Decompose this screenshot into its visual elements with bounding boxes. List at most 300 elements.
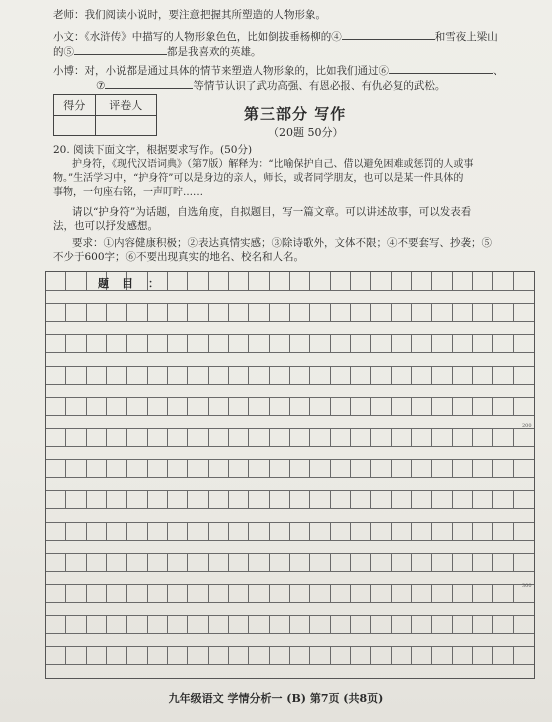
grid-cell[interactable] bbox=[188, 459, 208, 477]
grid-cell[interactable] bbox=[351, 366, 371, 384]
grid-cell[interactable] bbox=[127, 334, 147, 352]
grid-cell[interactable] bbox=[168, 553, 188, 571]
grid-cell[interactable] bbox=[249, 366, 269, 384]
grid-cell[interactable] bbox=[188, 553, 208, 571]
grid-cell[interactable] bbox=[453, 646, 473, 664]
grid-cell[interactable] bbox=[453, 334, 473, 352]
grid-cell[interactable] bbox=[493, 553, 513, 571]
grid-cell[interactable] bbox=[290, 459, 310, 477]
grid-cell[interactable] bbox=[412, 334, 432, 352]
grid-cell[interactable] bbox=[66, 459, 86, 477]
grid-cell[interactable] bbox=[290, 553, 310, 571]
grid-cell[interactable] bbox=[392, 428, 412, 446]
grid-cell[interactable] bbox=[229, 490, 249, 508]
grid-cell[interactable] bbox=[127, 646, 147, 664]
grid-cell[interactable] bbox=[270, 490, 290, 508]
grid-cell[interactable] bbox=[148, 490, 168, 508]
grid-cell[interactable] bbox=[87, 366, 107, 384]
grid-cell[interactable] bbox=[453, 397, 473, 415]
grid-cell[interactable] bbox=[310, 646, 330, 664]
grid-cell[interactable] bbox=[270, 646, 290, 664]
grid-cell[interactable] bbox=[168, 428, 188, 446]
grid-cell[interactable] bbox=[493, 584, 513, 602]
grid-cell[interactable] bbox=[331, 490, 351, 508]
grid-cell[interactable] bbox=[87, 584, 107, 602]
grid-cell[interactable] bbox=[107, 397, 127, 415]
grid-cell[interactable] bbox=[331, 522, 351, 540]
grid-cell[interactable] bbox=[107, 584, 127, 602]
grid-cell[interactable] bbox=[188, 272, 208, 290]
grid-cell[interactable] bbox=[229, 615, 249, 633]
grid-cell[interactable] bbox=[453, 272, 473, 290]
grid-cell[interactable] bbox=[46, 553, 66, 571]
grid-cell[interactable] bbox=[331, 428, 351, 446]
grid-cell[interactable] bbox=[371, 490, 391, 508]
grid-cell[interactable] bbox=[66, 428, 86, 446]
grid-cell[interactable] bbox=[514, 615, 534, 633]
grid-cell[interactable] bbox=[46, 397, 66, 415]
grid-cell[interactable] bbox=[229, 303, 249, 321]
grid-cell[interactable] bbox=[331, 303, 351, 321]
grid-cell[interactable] bbox=[229, 272, 249, 290]
blank-6[interactable] bbox=[389, 63, 493, 74]
grid-cell[interactable] bbox=[392, 522, 412, 540]
grid-cell[interactable] bbox=[453, 522, 473, 540]
grid-cell[interactable] bbox=[148, 646, 168, 664]
grid-cell[interactable] bbox=[148, 584, 168, 602]
grid-cell[interactable] bbox=[249, 522, 269, 540]
grid-cell[interactable] bbox=[270, 459, 290, 477]
grid-cell[interactable] bbox=[249, 334, 269, 352]
grid-cell[interactable] bbox=[87, 428, 107, 446]
grid-cell[interactable] bbox=[371, 366, 391, 384]
grid-cell[interactable] bbox=[168, 490, 188, 508]
grid-cell[interactable] bbox=[493, 428, 513, 446]
grid-cell[interactable] bbox=[107, 490, 127, 508]
grid-cell[interactable] bbox=[473, 303, 493, 321]
grid-cell[interactable] bbox=[229, 584, 249, 602]
grid-cell[interactable] bbox=[493, 303, 513, 321]
grid-cell[interactable] bbox=[514, 428, 534, 446]
grid-cell[interactable] bbox=[209, 459, 229, 477]
grid-cell[interactable] bbox=[392, 553, 412, 571]
grid-cell[interactable] bbox=[310, 553, 330, 571]
grid-cell[interactable] bbox=[412, 397, 432, 415]
grid-cell[interactable] bbox=[432, 490, 452, 508]
grid-cell[interactable] bbox=[473, 272, 493, 290]
grid-cell[interactable] bbox=[473, 397, 493, 415]
grid-cell[interactable] bbox=[453, 615, 473, 633]
grid-cell[interactable] bbox=[168, 272, 188, 290]
grid-cell[interactable] bbox=[351, 428, 371, 446]
grid-cell[interactable] bbox=[209, 303, 229, 321]
grid-cell[interactable] bbox=[331, 272, 351, 290]
grid-cell[interactable] bbox=[209, 428, 229, 446]
grid-cell[interactable] bbox=[432, 366, 452, 384]
grid-cell[interactable] bbox=[371, 397, 391, 415]
grid-cell[interactable] bbox=[46, 428, 66, 446]
grid-cell[interactable] bbox=[493, 615, 513, 633]
grid-cell[interactable] bbox=[66, 615, 86, 633]
grid-cell[interactable] bbox=[249, 428, 269, 446]
grid-cell[interactable] bbox=[351, 303, 371, 321]
grid-cell[interactable] bbox=[351, 459, 371, 477]
grid-cell[interactable] bbox=[127, 428, 147, 446]
grid-cell[interactable] bbox=[249, 553, 269, 571]
grid-cell[interactable] bbox=[351, 584, 371, 602]
grader-cell[interactable] bbox=[95, 115, 156, 136]
grid-cell[interactable] bbox=[249, 646, 269, 664]
grid-cell[interactable] bbox=[493, 490, 513, 508]
grid-cell[interactable] bbox=[148, 428, 168, 446]
grid-cell[interactable] bbox=[168, 397, 188, 415]
grid-cell[interactable] bbox=[270, 584, 290, 602]
blank-4[interactable] bbox=[342, 29, 435, 40]
grid-cell[interactable] bbox=[127, 522, 147, 540]
grid-cell[interactable] bbox=[249, 459, 269, 477]
grid-cell[interactable] bbox=[351, 522, 371, 540]
grid-cell[interactable] bbox=[127, 366, 147, 384]
grid-cell[interactable] bbox=[188, 615, 208, 633]
grid-cell[interactable] bbox=[209, 646, 229, 664]
grid-cell[interactable] bbox=[148, 303, 168, 321]
grid-cell[interactable] bbox=[392, 272, 412, 290]
grid-cell[interactable] bbox=[127, 553, 147, 571]
grid-cell[interactable] bbox=[371, 303, 391, 321]
grid-cell[interactable] bbox=[148, 522, 168, 540]
grid-cell[interactable] bbox=[331, 459, 351, 477]
grid-cell[interactable] bbox=[46, 615, 66, 633]
grid-cell[interactable] bbox=[148, 334, 168, 352]
grid-cell[interactable] bbox=[87, 646, 107, 664]
grid-cell[interactable] bbox=[371, 459, 391, 477]
grid-cell[interactable] bbox=[46, 272, 66, 290]
grid-cell[interactable] bbox=[290, 522, 310, 540]
grid-cell[interactable] bbox=[371, 584, 391, 602]
grid-cell[interactable] bbox=[249, 615, 269, 633]
grid-cell[interactable] bbox=[432, 397, 452, 415]
grid-cell[interactable] bbox=[392, 366, 412, 384]
grid-cell[interactable] bbox=[87, 459, 107, 477]
grid-cell[interactable] bbox=[412, 490, 432, 508]
grid-cell[interactable] bbox=[331, 397, 351, 415]
grid-cell[interactable] bbox=[66, 334, 86, 352]
grid-cell[interactable] bbox=[148, 397, 168, 415]
grid-cell[interactable] bbox=[46, 490, 66, 508]
grid-cell[interactable] bbox=[209, 584, 229, 602]
grid-cell[interactable] bbox=[188, 522, 208, 540]
grid-cell[interactable] bbox=[249, 397, 269, 415]
grid-cell[interactable] bbox=[87, 553, 107, 571]
grid-cell[interactable] bbox=[290, 490, 310, 508]
blank-7[interactable] bbox=[105, 78, 193, 89]
grid-cell[interactable] bbox=[453, 459, 473, 477]
grid-cell[interactable] bbox=[493, 397, 513, 415]
grid-cell[interactable] bbox=[351, 615, 371, 633]
grid-cell[interactable] bbox=[473, 553, 493, 571]
grid-cell[interactable] bbox=[453, 428, 473, 446]
grid-cell[interactable] bbox=[331, 584, 351, 602]
grid-cell[interactable] bbox=[229, 334, 249, 352]
grid-cell[interactable] bbox=[127, 303, 147, 321]
grid-cell[interactable] bbox=[188, 428, 208, 446]
grid-cell[interactable] bbox=[473, 459, 493, 477]
grid-cell[interactable] bbox=[310, 366, 330, 384]
grid-cell[interactable] bbox=[46, 366, 66, 384]
grid-cell[interactable] bbox=[351, 397, 371, 415]
grid-cell[interactable] bbox=[473, 366, 493, 384]
grid-cell[interactable] bbox=[310, 397, 330, 415]
grid-cell[interactable] bbox=[46, 334, 66, 352]
grid-cell[interactable] bbox=[168, 334, 188, 352]
grid-cell[interactable] bbox=[392, 646, 412, 664]
grid-cell[interactable] bbox=[46, 584, 66, 602]
grid-cell[interactable] bbox=[514, 459, 534, 477]
grid-cell[interactable] bbox=[310, 522, 330, 540]
grid-cell[interactable] bbox=[87, 397, 107, 415]
grid-cell[interactable] bbox=[229, 397, 249, 415]
grid-cell[interactable] bbox=[66, 490, 86, 508]
grid-cell[interactable] bbox=[188, 397, 208, 415]
grid-cell[interactable] bbox=[392, 459, 412, 477]
grid-cell[interactable] bbox=[107, 459, 127, 477]
grid-cell[interactable] bbox=[270, 522, 290, 540]
grid-cell[interactable] bbox=[392, 334, 412, 352]
grid-cell[interactable] bbox=[473, 615, 493, 633]
grid-cell[interactable] bbox=[168, 615, 188, 633]
grid-cell[interactable] bbox=[188, 303, 208, 321]
grid-cell[interactable] bbox=[168, 366, 188, 384]
grid-cell[interactable] bbox=[514, 553, 534, 571]
grid-cell[interactable] bbox=[493, 646, 513, 664]
grid-cell[interactable] bbox=[432, 303, 452, 321]
grid-cell[interactable] bbox=[290, 366, 310, 384]
grid-cell[interactable] bbox=[493, 366, 513, 384]
grid-cell[interactable] bbox=[290, 334, 310, 352]
grid-cell[interactable] bbox=[66, 366, 86, 384]
grid-cell[interactable] bbox=[351, 646, 371, 664]
grid-cell[interactable] bbox=[209, 615, 229, 633]
grid-cell[interactable] bbox=[514, 397, 534, 415]
grid-cell[interactable] bbox=[107, 334, 127, 352]
grid-cell[interactable] bbox=[66, 553, 86, 571]
grid-cell[interactable] bbox=[453, 490, 473, 508]
grid-cell[interactable] bbox=[453, 366, 473, 384]
grid-cell[interactable] bbox=[473, 334, 493, 352]
grid-cell[interactable] bbox=[127, 397, 147, 415]
grid-cell[interactable] bbox=[87, 522, 107, 540]
grid-cell[interactable] bbox=[148, 459, 168, 477]
blank-5[interactable] bbox=[74, 44, 167, 55]
grid-cell[interactable] bbox=[127, 615, 147, 633]
grid-cell[interactable] bbox=[412, 522, 432, 540]
grid-cell[interactable] bbox=[473, 490, 493, 508]
grid-cell[interactable] bbox=[148, 553, 168, 571]
grid-cell[interactable] bbox=[46, 459, 66, 477]
grid-cell[interactable] bbox=[371, 615, 391, 633]
grid-cell[interactable] bbox=[270, 553, 290, 571]
grid-cell[interactable] bbox=[412, 303, 432, 321]
grid-cell[interactable] bbox=[514, 490, 534, 508]
grid-cell[interactable] bbox=[392, 490, 412, 508]
grid-cell[interactable] bbox=[331, 366, 351, 384]
grid-cell[interactable] bbox=[46, 303, 66, 321]
grid-cell[interactable] bbox=[310, 490, 330, 508]
grid-cell[interactable] bbox=[514, 334, 534, 352]
grid-cell[interactable] bbox=[412, 366, 432, 384]
grid-cell[interactable] bbox=[249, 272, 269, 290]
grid-cell[interactable] bbox=[473, 584, 493, 602]
grid-cell[interactable] bbox=[229, 553, 249, 571]
grid-cell[interactable] bbox=[351, 334, 371, 352]
grid-cell[interactable] bbox=[310, 428, 330, 446]
grid-cell[interactable] bbox=[209, 522, 229, 540]
grid-cell[interactable] bbox=[351, 272, 371, 290]
grid-cell[interactable] bbox=[270, 428, 290, 446]
grid-cell[interactable] bbox=[453, 303, 473, 321]
grid-cell[interactable] bbox=[432, 428, 452, 446]
grid-cell[interactable] bbox=[514, 303, 534, 321]
grid-cell[interactable] bbox=[371, 334, 391, 352]
grid-cell[interactable] bbox=[209, 334, 229, 352]
grid-cell[interactable] bbox=[107, 366, 127, 384]
grid-cell[interactable] bbox=[188, 334, 208, 352]
score-cell[interactable] bbox=[54, 115, 96, 136]
grid-cell[interactable] bbox=[331, 615, 351, 633]
grid-cell[interactable] bbox=[493, 459, 513, 477]
grid-cell[interactable] bbox=[107, 615, 127, 633]
grid-cell[interactable] bbox=[107, 428, 127, 446]
grid-cell[interactable] bbox=[310, 459, 330, 477]
grid-cell[interactable] bbox=[310, 615, 330, 633]
grid-cell[interactable] bbox=[351, 553, 371, 571]
grid-cell[interactable] bbox=[188, 490, 208, 508]
grid-cell[interactable] bbox=[392, 615, 412, 633]
grid-cell[interactable] bbox=[331, 334, 351, 352]
grid-cell[interactable] bbox=[209, 397, 229, 415]
grid-cell[interactable] bbox=[412, 428, 432, 446]
grid-cell[interactable] bbox=[127, 490, 147, 508]
grid-cell[interactable] bbox=[514, 366, 534, 384]
grid-cell[interactable] bbox=[412, 646, 432, 664]
grid-cell[interactable] bbox=[66, 584, 86, 602]
grid-cell[interactable] bbox=[148, 366, 168, 384]
grid-cell[interactable] bbox=[514, 522, 534, 540]
grid-cell[interactable] bbox=[188, 366, 208, 384]
grid-cell[interactable] bbox=[371, 646, 391, 664]
grid-cell[interactable] bbox=[168, 303, 188, 321]
grid-cell[interactable] bbox=[310, 334, 330, 352]
grid-cell[interactable] bbox=[412, 272, 432, 290]
grid-cell[interactable] bbox=[168, 646, 188, 664]
grid-cell[interactable] bbox=[412, 584, 432, 602]
grid-cell[interactable] bbox=[168, 522, 188, 540]
grid-cell[interactable] bbox=[66, 397, 86, 415]
grid-cell[interactable] bbox=[87, 615, 107, 633]
grid-cell[interactable] bbox=[209, 366, 229, 384]
grid-cell[interactable] bbox=[290, 397, 310, 415]
grid-cell[interactable] bbox=[87, 334, 107, 352]
grid-cell[interactable] bbox=[270, 303, 290, 321]
grid-cell[interactable] bbox=[249, 584, 269, 602]
grid-cell[interactable] bbox=[432, 553, 452, 571]
grid-cell[interactable] bbox=[290, 303, 310, 321]
grid-cell[interactable] bbox=[188, 584, 208, 602]
grid-cell[interactable] bbox=[493, 522, 513, 540]
grid-cell[interactable] bbox=[107, 522, 127, 540]
grid-cell[interactable] bbox=[290, 615, 310, 633]
grid-cell[interactable] bbox=[46, 646, 66, 664]
grid-cell[interactable] bbox=[290, 272, 310, 290]
grid-cell[interactable] bbox=[229, 428, 249, 446]
grid-cell[interactable] bbox=[107, 303, 127, 321]
grid-cell[interactable] bbox=[351, 490, 371, 508]
grid-cell[interactable] bbox=[127, 459, 147, 477]
grid-cell[interactable] bbox=[432, 584, 452, 602]
grid-cell[interactable] bbox=[412, 615, 432, 633]
grid-cell[interactable] bbox=[473, 522, 493, 540]
grid-cell[interactable] bbox=[473, 646, 493, 664]
grid-cell[interactable] bbox=[432, 334, 452, 352]
grid-cell[interactable] bbox=[87, 490, 107, 508]
grid-cell[interactable] bbox=[229, 366, 249, 384]
grid-cell[interactable] bbox=[473, 428, 493, 446]
grid-cell[interactable] bbox=[249, 303, 269, 321]
grid-cell[interactable] bbox=[432, 522, 452, 540]
grid-cell[interactable] bbox=[270, 334, 290, 352]
grid-cell[interactable] bbox=[432, 646, 452, 664]
grid-cell[interactable] bbox=[66, 303, 86, 321]
grid-cell[interactable] bbox=[270, 397, 290, 415]
grid-cell[interactable] bbox=[392, 584, 412, 602]
grid-cell[interactable] bbox=[310, 272, 330, 290]
grid-cell[interactable] bbox=[249, 490, 269, 508]
grid-cell[interactable] bbox=[371, 272, 391, 290]
grid-cell[interactable] bbox=[432, 459, 452, 477]
grid-cell[interactable] bbox=[66, 646, 86, 664]
grid-cell[interactable] bbox=[514, 272, 534, 290]
grid-cell[interactable] bbox=[432, 272, 452, 290]
grid-cell[interactable] bbox=[412, 553, 432, 571]
grid-cell[interactable] bbox=[453, 584, 473, 602]
grid-cell[interactable] bbox=[371, 428, 391, 446]
grid-cell[interactable] bbox=[270, 615, 290, 633]
grid-cell[interactable] bbox=[290, 646, 310, 664]
grid-cell[interactable] bbox=[310, 584, 330, 602]
grid-cell[interactable] bbox=[229, 646, 249, 664]
grid-cell[interactable] bbox=[46, 522, 66, 540]
grid-cell[interactable] bbox=[290, 428, 310, 446]
grid-cell[interactable] bbox=[87, 303, 107, 321]
grid-cell[interactable] bbox=[270, 272, 290, 290]
grid-cell[interactable] bbox=[514, 646, 534, 664]
grid-cell[interactable] bbox=[188, 646, 208, 664]
grid-cell[interactable] bbox=[66, 522, 86, 540]
grid-cell[interactable] bbox=[493, 334, 513, 352]
grid-cell[interactable] bbox=[371, 522, 391, 540]
grid-cell[interactable] bbox=[310, 303, 330, 321]
grid-cell[interactable] bbox=[432, 615, 452, 633]
grid-cell[interactable] bbox=[148, 615, 168, 633]
grid-cell[interactable] bbox=[392, 303, 412, 321]
grid-cell[interactable] bbox=[127, 584, 147, 602]
grid-cell[interactable] bbox=[168, 584, 188, 602]
grid-cell[interactable] bbox=[412, 459, 432, 477]
grid-cell[interactable] bbox=[209, 553, 229, 571]
grid-cell[interactable] bbox=[107, 646, 127, 664]
grid-cell[interactable] bbox=[229, 522, 249, 540]
grid-cell[interactable] bbox=[229, 459, 249, 477]
